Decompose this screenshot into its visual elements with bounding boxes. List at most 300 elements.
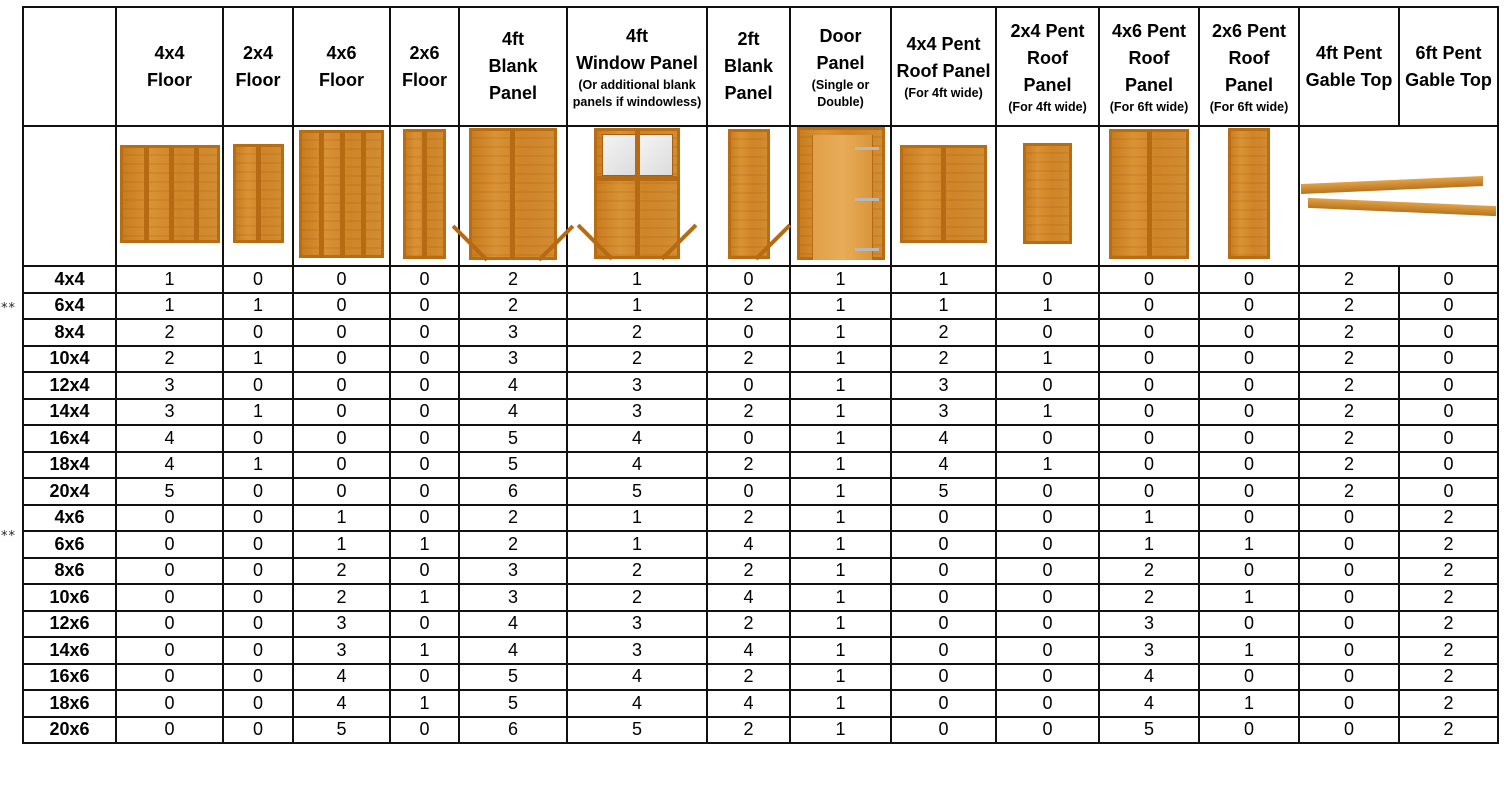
row-label-size: 12x6 (23, 611, 116, 638)
cell-floor_4x6: 4 (293, 664, 390, 691)
col-header-window-4ft: 4ft Window Panel (Or additional blank panels if windowless) (567, 7, 707, 126)
cell-gable_4ft: 0 (1299, 558, 1399, 585)
cell-roof_2x6: 0 (1199, 452, 1299, 479)
cell-blank_4ft: 5 (459, 664, 567, 691)
cell-gable_6ft: 0 (1399, 293, 1498, 320)
window-panel-icon (594, 128, 680, 259)
cell-floor_2x6: 0 (390, 558, 459, 585)
table-row (23, 266, 1498, 293)
cell-blank_4ft: 5 (459, 425, 567, 452)
row-label-size: 6x6 (23, 531, 116, 558)
cell-floor_2x6: 1 (390, 584, 459, 611)
cell-gable_6ft: 2 (1399, 558, 1498, 585)
cell-floor_4x6: 0 (293, 372, 390, 399)
cell-floor_4x4: 0 (116, 584, 223, 611)
cell-floor_2x6: 0 (390, 346, 459, 373)
cell-floor_4x4: 0 (116, 690, 223, 717)
cell-floor_4x4: 5 (116, 478, 223, 505)
row-label-size: 4x4 (23, 266, 116, 293)
table-row (23, 452, 1498, 479)
cell-door: 1 (790, 664, 891, 691)
roof-panel-icon (900, 145, 987, 243)
cell-door: 1 (790, 637, 891, 664)
cell-door: 1 (790, 558, 891, 585)
cell-window_4ft: 2 (567, 346, 707, 373)
cell-gable_6ft: 0 (1399, 319, 1498, 346)
marker-6x4: ** (1, 301, 16, 316)
table-row (23, 637, 1498, 664)
cell-gable_4ft: 2 (1299, 266, 1399, 293)
cell-roof_2x4: 0 (996, 478, 1099, 505)
cell-roof_2x4: 0 (996, 558, 1099, 585)
cell-gable_6ft: 2 (1399, 664, 1498, 691)
cell-roof_2x4: 1 (996, 452, 1099, 479)
cell-roof_4x6: 3 (1099, 611, 1199, 638)
col-header-roof-2x4: 2x4 Pent Roof Panel (For 4ft wide) (996, 7, 1099, 126)
cell-roof_2x4: 0 (996, 584, 1099, 611)
cell-gable_6ft: 2 (1399, 690, 1498, 717)
cell-floor_2x4: 0 (223, 584, 293, 611)
cell-blank_4ft: 4 (459, 611, 567, 638)
roof-panel-icon (1109, 129, 1189, 259)
row-label-size: 10x4 (23, 346, 116, 373)
cell-gable_6ft: 0 (1399, 452, 1498, 479)
cell-gable_4ft: 0 (1299, 611, 1399, 638)
gable-top-icon (1301, 176, 1497, 216)
cell-gable_6ft: 0 (1399, 478, 1498, 505)
cell-roof_2x4: 1 (996, 293, 1099, 320)
cell-roof_4x6: 0 (1099, 266, 1199, 293)
cell-blank_4ft: 6 (459, 478, 567, 505)
cell-blank_4ft: 3 (459, 584, 567, 611)
cell-door: 1 (790, 399, 891, 426)
cell-gable_4ft: 2 (1299, 319, 1399, 346)
cell-roof_2x4: 0 (996, 531, 1099, 558)
cell-roof_2x4: 0 (996, 505, 1099, 532)
table-row (23, 372, 1498, 399)
cell-window_4ft: 5 (567, 717, 707, 744)
roof-panel-icon (1023, 143, 1072, 244)
cell-window_4ft: 4 (567, 452, 707, 479)
blank-panel-icon (469, 128, 557, 260)
cell-roof_4x4: 4 (891, 425, 996, 452)
cell-gable_4ft: 0 (1299, 505, 1399, 532)
cell-door: 1 (790, 717, 891, 744)
marker-4x6: ** (1, 529, 16, 544)
cell-roof_4x4: 0 (891, 584, 996, 611)
col-header-roof-4x4: 4x4 Pent Roof Panel (For 4ft wide) (891, 7, 996, 126)
roof-2x4-image (996, 126, 1099, 266)
cell-window_4ft: 2 (567, 319, 707, 346)
cell-roof_4x4: 0 (891, 558, 996, 585)
cell-roof_4x6: 0 (1099, 425, 1199, 452)
col-header-floor-2x4: 2x4 Floor (223, 7, 293, 126)
cell-door: 1 (790, 319, 891, 346)
table-row (23, 505, 1498, 532)
cell-blank_2ft: 0 (707, 372, 790, 399)
gable-top-image (1299, 126, 1498, 266)
cell-roof_4x4: 0 (891, 611, 996, 638)
cell-roof_2x6: 0 (1199, 478, 1299, 505)
cell-roof_2x4: 0 (996, 637, 1099, 664)
cell-gable_6ft: 2 (1399, 637, 1498, 664)
cell-floor_2x4: 0 (223, 505, 293, 532)
cell-floor_4x6: 0 (293, 319, 390, 346)
cell-door: 1 (790, 293, 891, 320)
cell-floor_2x6: 0 (390, 611, 459, 638)
cell-floor_4x6: 0 (293, 399, 390, 426)
cell-floor_4x4: 0 (116, 664, 223, 691)
table-row (23, 531, 1498, 558)
cell-floor_4x6: 0 (293, 478, 390, 505)
table-row (23, 346, 1498, 373)
cell-floor_4x6: 5 (293, 717, 390, 744)
cell-door: 1 (790, 611, 891, 638)
table-row (23, 558, 1498, 585)
floor-2x4-image (223, 126, 293, 266)
cell-blank_4ft: 2 (459, 531, 567, 558)
cell-gable_4ft: 2 (1299, 293, 1399, 320)
cell-floor_2x6: 0 (390, 399, 459, 426)
table-row (23, 478, 1498, 505)
cell-roof_4x6: 0 (1099, 478, 1199, 505)
col-header-gable-6ft: 6ft Pent Gable Top (1399, 7, 1498, 126)
cell-roof_4x4: 0 (891, 531, 996, 558)
cell-roof_2x4: 0 (996, 611, 1099, 638)
cell-gable_6ft: 2 (1399, 531, 1498, 558)
cell-floor_2x4: 0 (223, 478, 293, 505)
cell-blank_2ft: 4 (707, 531, 790, 558)
cell-blank_2ft: 0 (707, 319, 790, 346)
col-header-roof-2x6: 2x6 Pent Roof Panel (For 6ft wide) (1199, 7, 1299, 126)
cell-window_4ft: 3 (567, 611, 707, 638)
cell-roof_2x4: 1 (996, 346, 1099, 373)
table-body (23, 266, 1498, 743)
cell-blank_4ft: 2 (459, 293, 567, 320)
cell-floor_4x4: 3 (116, 399, 223, 426)
cell-blank_4ft: 4 (459, 637, 567, 664)
cell-floor_2x6: 0 (390, 319, 459, 346)
cell-floor_4x6: 2 (293, 558, 390, 585)
cell-roof_2x4: 0 (996, 425, 1099, 452)
cell-door: 1 (790, 425, 891, 452)
cell-floor_2x6: 0 (390, 372, 459, 399)
cell-door: 1 (790, 531, 891, 558)
cell-blank_4ft: 2 (459, 505, 567, 532)
cell-floor_2x6: 0 (390, 293, 459, 320)
cell-blank_2ft: 4 (707, 584, 790, 611)
cell-gable_6ft: 0 (1399, 266, 1498, 293)
floor-panel-icon (120, 145, 220, 243)
cell-floor_4x4: 0 (116, 505, 223, 532)
roof-panel-icon (1228, 128, 1270, 259)
cell-window_4ft: 4 (567, 425, 707, 452)
cell-floor_2x6: 1 (390, 690, 459, 717)
cell-roof_4x6: 1 (1099, 505, 1199, 532)
cell-floor_2x4: 1 (223, 346, 293, 373)
cell-door: 1 (790, 346, 891, 373)
cell-door: 1 (790, 478, 891, 505)
col-header-gable-4ft: 4ft Pent Gable Top (1299, 7, 1399, 126)
floor-panel-icon (233, 144, 284, 243)
cell-roof_4x6: 5 (1099, 717, 1199, 744)
cell-blank_2ft: 0 (707, 266, 790, 293)
cell-roof_4x4: 4 (891, 452, 996, 479)
cell-floor_4x4: 3 (116, 372, 223, 399)
table-row (23, 399, 1498, 426)
cell-floor_4x4: 2 (116, 346, 223, 373)
floor-panel-icon (299, 130, 384, 258)
cell-floor_4x4: 0 (116, 531, 223, 558)
cell-roof_2x6: 0 (1199, 717, 1299, 744)
table-row (23, 611, 1498, 638)
cell-gable_4ft: 2 (1299, 452, 1399, 479)
cell-blank_4ft: 3 (459, 558, 567, 585)
cell-floor_4x4: 2 (116, 319, 223, 346)
cell-door: 1 (790, 372, 891, 399)
cell-blank_2ft: 2 (707, 505, 790, 532)
row-label-size: 8x6 (23, 558, 116, 585)
cell-floor_4x6: 1 (293, 531, 390, 558)
cell-roof_4x4: 0 (891, 664, 996, 691)
cell-roof_4x6: 2 (1099, 584, 1199, 611)
floor-2x6-image (390, 126, 459, 266)
cell-blank_2ft: 2 (707, 717, 790, 744)
cell-roof_4x4: 0 (891, 717, 996, 744)
cell-roof_4x6: 1 (1099, 531, 1199, 558)
cell-floor_4x4: 0 (116, 637, 223, 664)
cell-roof_2x6: 0 (1199, 372, 1299, 399)
cell-window_4ft: 3 (567, 637, 707, 664)
cell-roof_2x4: 0 (996, 690, 1099, 717)
col-header-blank-4ft: 4ft Blank Panel (459, 7, 567, 126)
cell-blank_4ft: 5 (459, 452, 567, 479)
cell-door: 1 (790, 452, 891, 479)
col-header-floor-4x4: 4x4 Floor (116, 7, 223, 126)
cell-gable_6ft: 0 (1399, 425, 1498, 452)
cell-floor_2x4: 0 (223, 425, 293, 452)
cell-window_4ft: 4 (567, 690, 707, 717)
cell-blank_2ft: 4 (707, 690, 790, 717)
cell-gable_4ft: 2 (1299, 425, 1399, 452)
cell-floor_2x6: 0 (390, 664, 459, 691)
cell-floor_2x4: 1 (223, 399, 293, 426)
corner-cell (23, 7, 116, 126)
cell-gable_4ft: 2 (1299, 372, 1399, 399)
table-row (23, 584, 1498, 611)
cell-blank_2ft: 4 (707, 637, 790, 664)
table-row (23, 717, 1498, 744)
cell-roof_2x6: 0 (1199, 505, 1299, 532)
cell-roof_4x6: 0 (1099, 452, 1199, 479)
row-label-size: 18x6 (23, 690, 116, 717)
cell-gable_6ft: 0 (1399, 372, 1498, 399)
table-row (23, 664, 1498, 691)
cell-roof_4x6: 0 (1099, 319, 1199, 346)
table-row (23, 293, 1498, 320)
cell-gable_4ft: 0 (1299, 637, 1399, 664)
row-label-size: 14x6 (23, 637, 116, 664)
cell-floor_2x6: 0 (390, 425, 459, 452)
cell-blank_2ft: 2 (707, 664, 790, 691)
cell-floor_2x4: 0 (223, 372, 293, 399)
cell-floor_4x4: 0 (116, 558, 223, 585)
cell-window_4ft: 1 (567, 266, 707, 293)
cell-gable_6ft: 2 (1399, 717, 1498, 744)
cell-floor_2x4: 0 (223, 717, 293, 744)
col-header-floor-2x6: 2x6 Floor (390, 7, 459, 126)
cell-window_4ft: 1 (567, 531, 707, 558)
cell-roof_4x4: 3 (891, 399, 996, 426)
header-row (23, 7, 1498, 126)
row-label-size: 10x6 (23, 584, 116, 611)
cell-roof_2x6: 0 (1199, 558, 1299, 585)
cell-floor_4x4: 4 (116, 425, 223, 452)
cell-gable_4ft: 2 (1299, 478, 1399, 505)
cell-roof_4x4: 3 (891, 372, 996, 399)
cell-blank_2ft: 2 (707, 611, 790, 638)
blank-2ft-image (707, 126, 790, 266)
cell-floor_2x4: 1 (223, 293, 293, 320)
cell-roof_4x6: 3 (1099, 637, 1199, 664)
cell-roof_4x4: 1 (891, 293, 996, 320)
shed-panel-table (22, 6, 1499, 744)
cell-roof_4x6: 0 (1099, 399, 1199, 426)
cell-door: 1 (790, 690, 891, 717)
cell-roof_4x4: 2 (891, 346, 996, 373)
image-row (23, 126, 1498, 266)
cell-roof_2x6: 1 (1199, 637, 1299, 664)
cell-blank_4ft: 4 (459, 372, 567, 399)
cell-roof_4x6: 4 (1099, 664, 1199, 691)
cell-roof_2x6: 0 (1199, 664, 1299, 691)
cell-floor_2x4: 1 (223, 452, 293, 479)
cell-floor_2x4: 0 (223, 664, 293, 691)
cell-floor_2x6: 1 (390, 531, 459, 558)
row-label-size: 20x6 (23, 717, 116, 744)
cell-blank_2ft: 0 (707, 478, 790, 505)
cell-roof_2x4: 0 (996, 372, 1099, 399)
cell-floor_2x6: 0 (390, 505, 459, 532)
cell-blank_4ft: 3 (459, 319, 567, 346)
row-label-size: 4x6 (23, 505, 116, 532)
cell-gable_6ft: 2 (1399, 611, 1498, 638)
cell-floor_2x6: 1 (390, 637, 459, 664)
cell-floor_2x6: 0 (390, 452, 459, 479)
image-corner-cell (23, 126, 116, 266)
cell-floor_2x4: 0 (223, 690, 293, 717)
cell-blank_4ft: 2 (459, 266, 567, 293)
table-row (23, 425, 1498, 452)
cell-floor_4x6: 0 (293, 346, 390, 373)
cell-gable_6ft: 0 (1399, 399, 1498, 426)
cell-gable_4ft: 0 (1299, 717, 1399, 744)
cell-floor_4x6: 1 (293, 505, 390, 532)
cell-floor_4x6: 0 (293, 293, 390, 320)
cell-roof_2x6: 0 (1199, 425, 1299, 452)
cell-blank_2ft: 2 (707, 452, 790, 479)
cell-gable_6ft: 2 (1399, 584, 1498, 611)
cell-roof_4x6: 4 (1099, 690, 1199, 717)
cell-roof_4x4: 2 (891, 319, 996, 346)
cell-roof_4x6: 0 (1099, 346, 1199, 373)
cell-floor_4x4: 0 (116, 717, 223, 744)
floor-4x6-image (293, 126, 390, 266)
cell-roof_4x6: 0 (1099, 293, 1199, 320)
row-label-size: 6x4 (23, 293, 116, 320)
cell-gable_6ft: 2 (1399, 505, 1498, 532)
cell-roof_4x4: 0 (891, 505, 996, 532)
cell-blank_4ft: 5 (459, 690, 567, 717)
cell-blank_2ft: 2 (707, 399, 790, 426)
cell-gable_6ft: 0 (1399, 346, 1498, 373)
cell-floor_4x6: 0 (293, 425, 390, 452)
cell-window_4ft: 1 (567, 293, 707, 320)
cell-roof_4x4: 0 (891, 690, 996, 717)
cell-floor_4x6: 4 (293, 690, 390, 717)
cell-window_4ft: 3 (567, 372, 707, 399)
col-header-blank-2ft: 2ft Blank Panel (707, 7, 790, 126)
cell-floor_2x6: 0 (390, 717, 459, 744)
floor-panel-icon (403, 129, 446, 259)
cell-floor_2x4: 0 (223, 266, 293, 293)
cell-door: 1 (790, 584, 891, 611)
cell-roof_4x4: 1 (891, 266, 996, 293)
row-label-size: 20x4 (23, 478, 116, 505)
cell-floor_4x4: 4 (116, 452, 223, 479)
cell-roof_2x6: 1 (1199, 531, 1299, 558)
cell-blank_4ft: 4 (459, 399, 567, 426)
cell-roof_2x6: 0 (1199, 266, 1299, 293)
cell-roof_2x4: 0 (996, 717, 1099, 744)
cell-floor_4x6: 0 (293, 266, 390, 293)
cell-gable_4ft: 2 (1299, 346, 1399, 373)
door-image (790, 126, 891, 266)
cell-window_4ft: 5 (567, 478, 707, 505)
cell-blank_4ft: 3 (459, 346, 567, 373)
cell-floor_4x6: 0 (293, 452, 390, 479)
cell-roof_4x4: 5 (891, 478, 996, 505)
cell-floor_2x6: 0 (390, 266, 459, 293)
row-label-size: 12x4 (23, 372, 116, 399)
cell-roof_2x6: 1 (1199, 584, 1299, 611)
cell-door: 1 (790, 266, 891, 293)
cell-roof_4x6: 0 (1099, 372, 1199, 399)
floor-4x4-image (116, 126, 223, 266)
cell-blank_2ft: 2 (707, 346, 790, 373)
cell-window_4ft: 2 (567, 584, 707, 611)
cell-roof_4x6: 2 (1099, 558, 1199, 585)
cell-roof_2x4: 1 (996, 399, 1099, 426)
cell-roof_2x6: 1 (1199, 690, 1299, 717)
table-row (23, 690, 1498, 717)
cell-blank_4ft: 6 (459, 717, 567, 744)
blank-4ft-image (459, 126, 567, 266)
row-label-size: 8x4 (23, 319, 116, 346)
cell-floor_2x6: 0 (390, 478, 459, 505)
cell-roof_2x6: 0 (1199, 346, 1299, 373)
roof-2x6-image (1199, 126, 1299, 266)
cell-floor_4x4: 0 (116, 611, 223, 638)
cell-blank_2ft: 2 (707, 293, 790, 320)
row-label-size: 16x6 (23, 664, 116, 691)
cell-floor_4x6: 2 (293, 584, 390, 611)
row-label-size: 18x4 (23, 452, 116, 479)
cell-floor_2x4: 0 (223, 611, 293, 638)
cell-door: 1 (790, 505, 891, 532)
cell-floor_2x4: 0 (223, 558, 293, 585)
cell-floor_2x4: 0 (223, 637, 293, 664)
